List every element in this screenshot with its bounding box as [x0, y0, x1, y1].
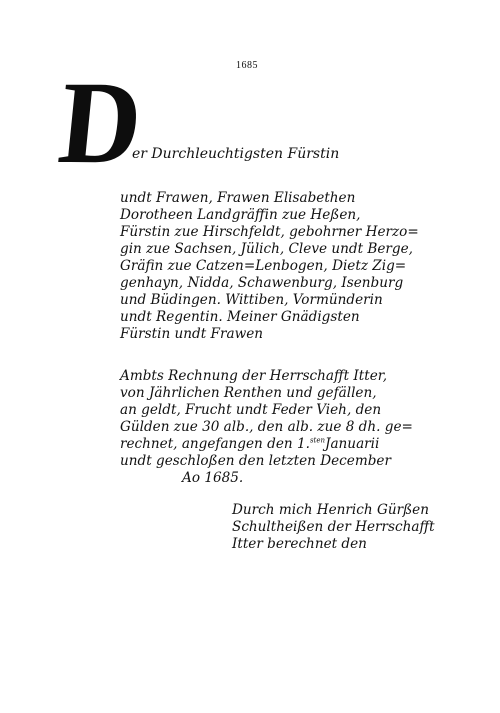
dedication-block	[120, 190, 419, 343]
page-year: 1685	[236, 60, 258, 71]
dedication-line: und Büdingen. Wittiben, Vormünderin	[120, 292, 383, 308]
dedication-line: Fürstin undt Frawen	[120, 326, 264, 342]
account-year-line: Ao 1685.	[182, 470, 244, 486]
dedication-line: Gräfin zue Catzen=Lenbogen, Dietz Zig=	[120, 258, 407, 274]
dedication-line: Fürstin zue Hirschfeldt, gebohrner Herzo=	[120, 224, 419, 240]
account-line: undt geschloßen den letzten December	[120, 453, 391, 469]
date-month: Januarii	[325, 436, 380, 452]
account-block	[120, 368, 413, 487]
dedication-line: Dorotheen Landgräffin zue Heßen,	[120, 207, 361, 223]
account-line: an geldt, Frucht undt Feder Vieh, den	[120, 402, 382, 418]
decorative-initial: D	[53, 57, 148, 188]
dedication-line: genhayn, Nidda, Schawenburg, Isenburg	[120, 275, 404, 291]
date-superscript: sten	[309, 436, 325, 445]
account-line-date	[120, 436, 413, 453]
signature-line: Schultheißen der Herrschafft	[232, 519, 435, 535]
account-line: von Jährlichen Renthen und gefällen,	[120, 385, 377, 401]
signature-line: Itter berechnet den	[232, 536, 367, 552]
account-line: Gülden zue 30 alb., den alb. zue 8 dh. ge=	[120, 419, 413, 435]
signature-line: Durch mich Henrich Gürßen	[232, 502, 429, 518]
dedication-line: undt Frawen, Frawen Elisabethen	[120, 190, 356, 206]
signature-block	[232, 502, 435, 553]
dedication-line: gin zue Sachsen, Jülich, Cleve undt Berge,	[120, 241, 413, 257]
heading-line: er Durchleuchtigsten Fürstin	[132, 146, 340, 162]
account-line: Ambts Rechnung der Herrschafft Itter,	[120, 368, 388, 384]
date-prefix: rechnet, angefangen den 1.	[120, 436, 310, 452]
dedication-line: undt Regentin. Meiner Gnädigsten	[120, 309, 360, 325]
